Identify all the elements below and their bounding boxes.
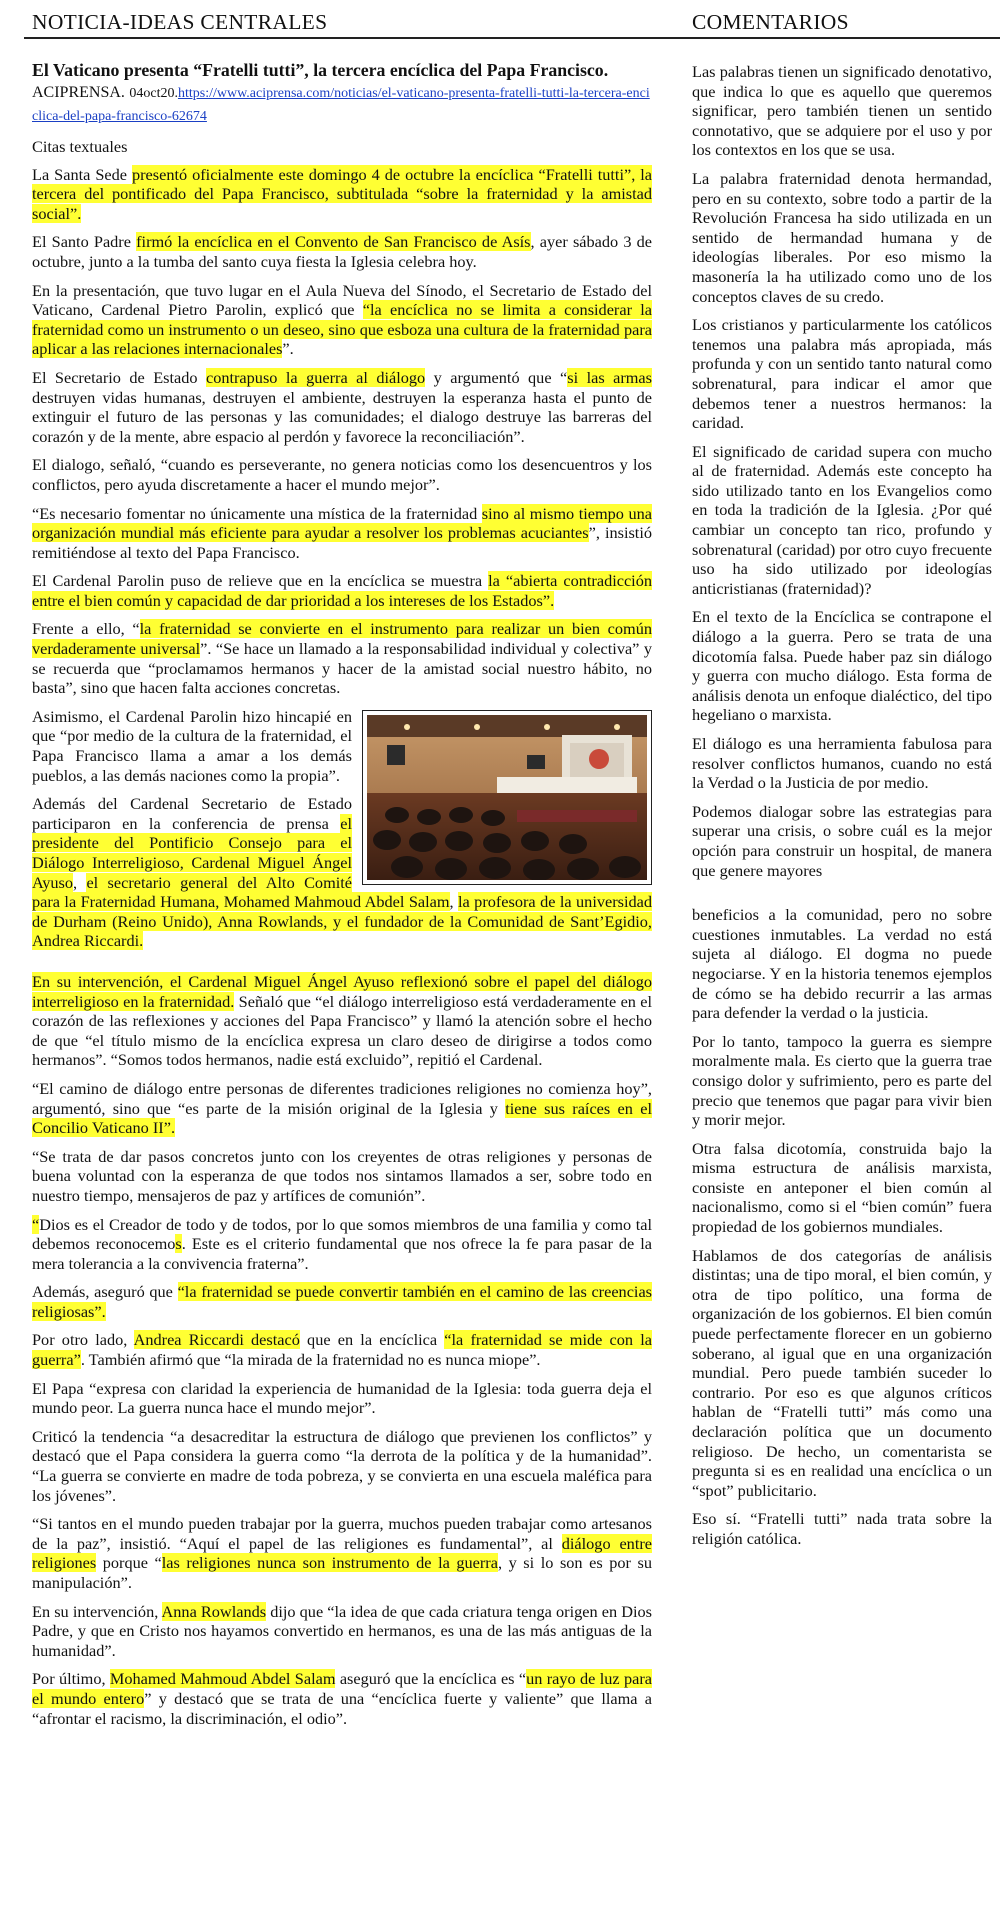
highlighted-text: “la encíclica no se limita a considerar la fraternidad como un instrumento o un deseo, sino que esboza una cultura de la fraternidad para aplicar a las relaciones internacionales (32, 300, 652, 359)
paragraph-text: y argumentó que “ (425, 367, 568, 387)
paragraph-text: “El camino de diálogo entre personas de diferentes tradiciones religiones no comienza hoy”, argumentó, sino que “es parte de la misión original de la Iglesia y (32, 1078, 652, 1118)
paragraph-text: El Santo Padre (32, 232, 137, 252)
highlighted-text: la “abierta contradicción entre el bien común y capacidad de dar prioridad a los intereses de los Estados”. (32, 571, 652, 610)
comments-bottom (692, 905, 992, 1548)
paragraph-text: Además del Cardenal Secretario de Estado participaron en la conferencia de prensa (32, 794, 352, 833)
comment-paragraph-3: Los cristianos y particularmente los católicos tenemos una palabra más apropiada, más profunda y con un sentido tanto natural como sobrenatural, para indicar el amor que debemos tener a nuestros hermanos: la caridad. (692, 315, 992, 433)
paragraph-text: “Si tantos en el mundo pueden trabajar por la guerra, muchos pueden trabajar como artesanos de la paz”, insistió. “Aquí el papel de las religiones es fundamental”, al (32, 1514, 652, 1553)
paragraph-text: Dios es el Creador de todo y de todos, por lo que somos miembros de una familia y como tal debemos reconocemo (32, 1214, 652, 1254)
highlighted-text: Mohamed Mahmoud Abdel Salam (109, 1669, 336, 1689)
article-paragraph-5 (32, 455, 652, 494)
highlighted-text: presentó oficialmente este domingo 4 de octubre la encíclica “Fratelli tutti”, la tercera del pontificado del Papa Francisco, subtitulada “sobre la fraternidad y la amistad social”. (32, 164, 653, 223)
paragraph-text: destruyen vidas humanas, destruyen el ambiente, destruyen la esperanza hasta el punto de extinguir el futuro de las personas y las comunidades; el dialogo destruye las barreras del corazón y de la mente, abre espacio al perdón y favorece la reconciliación”. (32, 387, 652, 446)
article-heading (32, 60, 652, 127)
paragraph-text: Asimismo, el Cardenal Parolin hizo hincapié en que “por medio de la cultura de la fraternidad, el Papa Francisco llama a amar a los demás pueblos, a las demás naciones como la propia”. (32, 706, 352, 785)
article-paragraph-4 (32, 368, 652, 446)
paragraph-text: porque “ (96, 1553, 162, 1573)
highlighted-text: Andrea Riccardi destacó (133, 1330, 300, 1350)
paragraph-group-top (32, 165, 652, 698)
paragraph-text: Criticó la tendencia “a desacreditar la estructura de diálogo que previenen los conflictos” y destacó que el Papa considera la guerra como “la derrota de la política y de la humanidad”. “La guerra se convierte en madre de toda pobreza, y se convierta en una escuela maléfica para los jóvenes”. (32, 1426, 652, 1505)
comment-paragraph-5: En el texto de la Encíclica se contrapone el diálogo a la guerra. Pero se trata de una dicotomía falsa. Puede haber paz sin diálogo y guerra con mucho diálogo. Esta forma de análisis denota un enfoque dialéctico, del tipo hegeliano o marxista. (692, 607, 992, 725)
paragraph-text: La Santa Sede (32, 164, 132, 184)
paragraph-text: aseguró que la encíclica es “ (335, 1669, 527, 1689)
paragraph-text: Señaló que “el diálogo interreligioso está verdaderamente en el corazón de las reflexiones y acciones del Papa Francisco” y llamó la atención sobre el hecho de que “el título mismo de la encíclica expresa un claro deseo de dirigirse a todos como hermanos”. “Somos todos hermanos, nadie está excluido”, repitió el Cardenal. (32, 991, 652, 1070)
highlighted-text: sino al mismo tiempo una organización mundial más eficiente para ayudar a resolver los problemas acuciantes (32, 503, 652, 543)
comment-paragraph-10: Otra falsa dicotomía, construida bajo la misma estructura de análisis marxista, consiste en anteponer el bien común al nacionalismo, como si el “bien común” fuera propiedad de los gobiernos mundiales. (692, 1138, 992, 1237)
article-paragraph-2 (32, 232, 652, 271)
paragraph-text: En su intervención, (32, 1601, 162, 1621)
paragraph-text: . También afirmó que “la mirada de la fraternidad no es nunca miope”. (80, 1350, 541, 1370)
comments-column (692, 62, 992, 1558)
paragraph-text: Además, aseguró que (32, 1282, 178, 1302)
news-column-header: NOTICIA-IDEAS CENTRALES (32, 10, 328, 34)
article-title: El Vaticano presenta “Fratelli tutti”, la tercera encíclica del Papa Francisco. (32, 60, 609, 80)
paragraph-text: En la presentación, que tuvo lugar en el Aula Nueva del Sínodo, el Secretario de Estado del Vaticano, Cardenal Pietro Parolin, explicó que (32, 280, 652, 320)
highlighted-text: Anna Rowlands (161, 1601, 267, 1621)
article-paragraph-18 (32, 1427, 652, 1505)
highlighted-text: “la fraternidad se puede convertir también en el camino de las creencias religiosas”. (32, 1282, 653, 1321)
article-paragraph-19 (32, 1514, 652, 1592)
paragraph-text: El Secretario de Estado (32, 367, 206, 387)
highlighted-text: “ (32, 1214, 40, 1234)
comment-paragraph-12: Eso sí. “Fratelli tutti” nada trata sobre la religión católica. (692, 1509, 992, 1548)
paragraph-text: dijo que “la idea de que cada criatura tenga origen en Dios Padre, y que en Cristo nos hayamos convertido en hermanos, es una de las más antiguas de la humanidad”. (32, 1601, 653, 1660)
article-paragraph-1 (32, 165, 652, 224)
comments-column-header: COMENTARIOS (692, 10, 849, 34)
highlighted-text: si las armas (567, 367, 652, 387)
paragraph-text: Por último, (32, 1669, 110, 1689)
highlighted-text: la fraternidad se convierte en el instrumento para realizar un bien común verdaderamente universal (32, 619, 652, 659)
article-paragraph-7 (32, 571, 652, 610)
article-date: 04oct20. (129, 86, 178, 101)
highlighted-text: el secretario general del Alto Comité para la Fraternidad Humana, Mohamed Mahmoud Abdel Salam (32, 872, 450, 912)
comment-paragraph-4: El significado de caridad supera con mucho al de fraternidad. Además este concepto ha sido utilizado tanto en los Evangelios como en toda la tradición de la Iglesia. ¿Por qué cambiar un concepto tan rico, profundo y sobrenatural (caridad) por otro cuyo frecuente uso ha sido utilizado por ideologías anticristianas (fraternidad)? (692, 441, 992, 598)
paragraph-text: ”. “Se hace un llamado a la responsabilidad individual y colectiva” y se recuerda que “proclamamos hermanos y hacer de la amistad social nuestro hábito, no basta”, sino que hacen falta acciones concretas. (32, 639, 653, 698)
citas-label: Citas textuales (32, 137, 128, 156)
paragraph-text: , ayer sábado 3 de octubre, junto a la tumba del santo cuya fiesta la Iglesia celebra hoy. (32, 232, 653, 271)
comments-page-gap (692, 889, 992, 905)
highlighted-text: “la fraternidad se mide con la guerra” (32, 1330, 652, 1370)
paragraph-text: El dialogo, señaló, “cuando es perseverante, no genera noticias como los desencuentros y los conflictos, pero ayuda discretamente a hacer el mundo mejor”. (32, 455, 652, 494)
paragraph-text: “Se trata de dar pasos concretos junto con los creyentes de otras religiones y personas de buena voluntad con la esperanza de que todos nos sintamos llamados a ser, sobre todo en nuestro tiempo, mensajeros de paz y artífices de comunión”. (32, 1146, 652, 1205)
article-paragraph-13 (32, 1147, 652, 1206)
highlighted-text: En su intervención, el Cardenal Miguel Ángel Ayuso reflexionó sobre el papel del diálogo interreligioso en la fraternidad. (32, 971, 652, 1011)
page-break-gap (32, 960, 652, 972)
paragraph-text: ”, insistió remitiéndose al texto del Papa Francisco. (32, 523, 652, 562)
paragraph-text: Frente a ello, “ (32, 619, 140, 639)
highlighted-text: s (175, 1234, 182, 1254)
paragraph-text: El Papa “expresa con claridad la experiencia de humanidad de la Iglesia: toda guerra deja el mundo peor. La guerra nunca hace el mundo mejor”. (32, 1378, 652, 1418)
article-paragraph-8 (32, 619, 652, 697)
news-column (32, 60, 652, 1737)
highlighted-text: tiene sus raíces en el Concilio Vaticano II”. (32, 1098, 652, 1138)
paragraph-text: ”. (282, 339, 294, 359)
paragraph-text: ” y destacó que se trata de una “encíclica fuerte y valiente” que llama a “afrontar el racismo, la discriminación, el odio”. (32, 1688, 652, 1728)
comment-paragraph-9: Por lo tanto, tampoco la guerra es siempre moralmente mala. Es cierto que la guerra trae consigo dolor y sufrimiento, pero es parte del precio que tenemos que pagar para vivir bien y morir mejor. (692, 1031, 992, 1130)
highlighted-text: el presidente del Pontificio Consejo para el Diálogo Interreligioso, Cardenal Miguel Ángel Ayuso (32, 813, 352, 892)
article-paragraph-17 (32, 1379, 652, 1418)
header-divider (24, 37, 1000, 39)
highlighted-text: un rayo de luz para el mundo entero (32, 1669, 652, 1708)
comment-paragraph-6: El diálogo es una herramienta fabulosa para resolver conflictos humanos, cuando no está la Verdad o la Justicia de por medio. (692, 734, 992, 793)
paragraph-text: , y si lo son es por su manipulación”. (32, 1553, 653, 1592)
highlighted-text: la profesora de la universidad de Durham (Reino Unido), Anna Rowlands, y el fundador de la Comunidad de Sant’Egidio, Andrea Riccardi. (32, 892, 653, 951)
paragraph-group-bottom (32, 972, 652, 1728)
article-paragraph-20 (32, 1602, 652, 1661)
comments-top (692, 62, 992, 880)
paragraph-text: que en la encíclica (299, 1330, 445, 1350)
comment-paragraph-11: Hablamos de dos categorías de análisis distintas; una de tipo moral, el bien común, y otra de tipo político, una forma de organización de los gobiernos. El bien común puede perfectamente florecer en un gobierno soberano, al igual que en una organización mundial. Pero puede también suceder lo contrario. Por eso es que algunos críticos hablan de “Fratelli tutti” más como una declaración política que un documento religioso. De hecho, un comentarista se pregunta si es en realidad una encíclica o un “spot” publicitario. (692, 1245, 992, 1500)
article-paragraph-14 (32, 1215, 652, 1274)
paragraph-text: El Cardenal Parolin puso de relieve que en la encíclica se muestra (32, 571, 489, 591)
paragraph-text: , (73, 872, 87, 892)
article-paragraph-15 (32, 1282, 652, 1321)
paragraph-text: , (449, 892, 459, 912)
comment-paragraph-8: beneficios a la comunidad, pero no sobre cuestiones inmutables. La verdad no está sujeta al diálogo. El dogma no puede negociarse. Y en la historia tenemos ejemplos de cómo se ha debido recurrir a las armas para defender la verdad o la justicia. (692, 905, 992, 1023)
highlighted-text: firmó la encíclica en el Convento de San Francisco de Asís (136, 232, 531, 252)
conference-photo (362, 710, 652, 885)
comment-paragraph-7: Podemos dialogar sobre las estrategias para superar una crisis, o sobre cuál es la mejor opción para construir un hospital, de manera que genere mayores (692, 801, 992, 880)
article-paragraph-6 (32, 504, 652, 563)
article-paragraph-12 (32, 1079, 652, 1138)
article-link[interactable]: https://www.aciprensa.com/noticias/el-vaticano-presenta-fratelli-tutti-la-tercera-enciclica-del-papa-francisco-62674 (32, 86, 650, 124)
article-source: ACIPRENSA. (32, 84, 125, 101)
highlighted-text: diálogo entre religiones (32, 1533, 652, 1573)
comment-paragraph-1: Las palabras tienen un significado denotativo, que indica lo que es aquello que queremos significar, pero también tienen un sentido connotativo, que se adquiere por el uso y por los contextos en los que se usa. (692, 62, 992, 160)
paragraph-text: “Es necesario fomentar no únicamente una mística de la fraternidad (32, 503, 482, 523)
article-paragraph-3 (32, 281, 652, 359)
conference-photo-image (367, 715, 647, 880)
highlighted-text: las religiones nunca son instrumento de la guerra (161, 1553, 498, 1573)
article-paragraph-16 (32, 1330, 652, 1369)
article-paragraph-21 (32, 1669, 652, 1728)
comment-paragraph-2: La palabra fraternidad denota hermandad, pero en su contexto, sobre todo a partir de la Revolución Francesa ha sido utilizada en un sentido de hermandad humana y de ideologías liberales. Por eso mismo la masonería la ha utilizado como uno de los conceptos claves de su credo. (692, 168, 992, 306)
article-paragraph-11 (32, 972, 652, 1070)
paragraph-text: . Este es el criterio fundamental que nos ofrece la fe para pasar de la mera tolerancia a la convivencia fraterna”. (32, 1234, 653, 1273)
highlighted-text: contrapuso la guerra al diálogo (205, 367, 426, 387)
paragraph-text: Por otro lado, (32, 1330, 134, 1350)
